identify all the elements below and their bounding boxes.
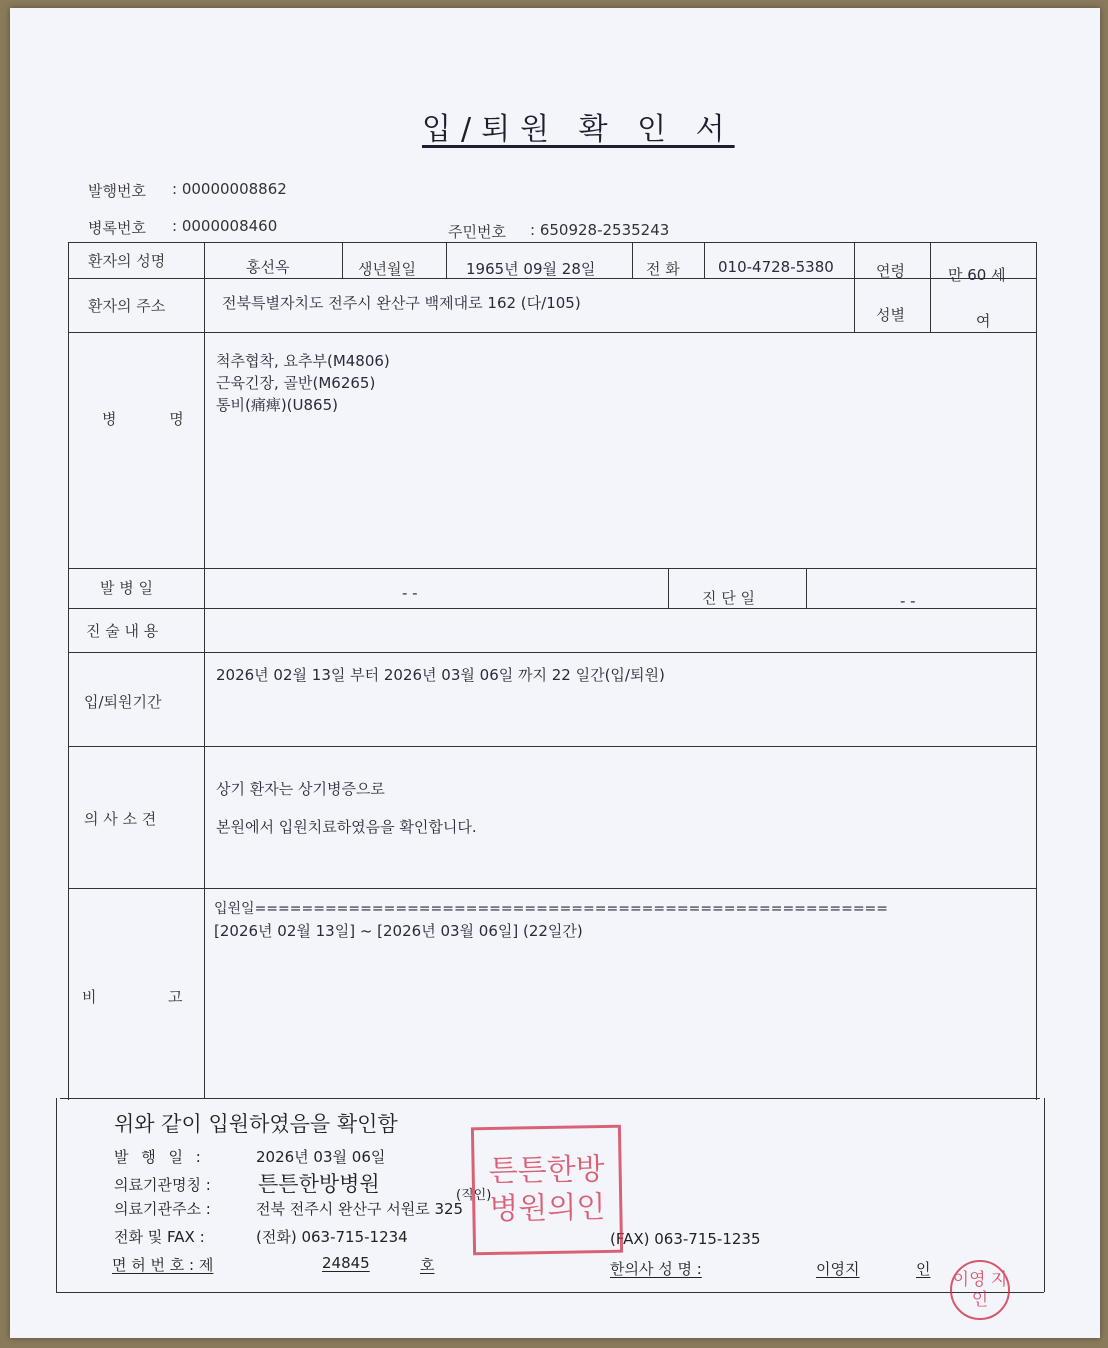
record-number-value: : 0000008460 <box>172 217 278 235</box>
remarks-line-1: 입원일====================================================== <box>214 901 889 917</box>
address-label: 환자의 주소 <box>88 297 166 315</box>
table-top-border <box>68 242 1036 243</box>
issue-date-value: 2026년 03월 06일 <box>256 1148 386 1166</box>
hospital-seal-stamp: 튼튼한방 병원의인 <box>471 1125 623 1256</box>
row-divider-8 <box>60 1098 1040 1099</box>
doctor-seal-mark: 인 <box>916 1260 931 1278</box>
onset-value: - - <box>402 584 418 602</box>
opinion-line-1: 상기 환자는 상기병증으로 <box>216 780 385 798</box>
table-right-border <box>1036 242 1037 1100</box>
onset-label: 발 병 일 <box>100 579 154 597</box>
birth-value: 1965년 09월 28일 <box>466 260 596 278</box>
phone-label: 전 화 <box>646 260 680 278</box>
col-divider-c <box>632 242 633 278</box>
record-number-label: 병록번호 <box>88 219 146 237</box>
period-value: 2026년 02월 13일 부터 2026년 03월 06일 까지 22 일간(입/퇴원) <box>216 666 665 684</box>
tel-fax-label: 전화 및 FAX : <box>114 1228 205 1246</box>
license-suffix: 호 <box>420 1256 435 1274</box>
patient-name: 홍선옥 <box>246 258 290 276</box>
remarks-line-2: [2026년 02월 13일] ~ [2026년 03월 06일] (22일간) <box>214 922 583 940</box>
doctor-name-label: 한의사 성 명 : <box>610 1260 702 1278</box>
row-divider-5 <box>68 652 1036 653</box>
institution-address-label: 의료기관주소 : <box>114 1200 211 1218</box>
col-divider-h <box>806 568 807 608</box>
age-label: 연령 <box>876 262 905 280</box>
disease-item: 척추협착, 요추부(M4806) <box>216 352 390 370</box>
col-divider-e <box>854 242 855 332</box>
row-divider-6 <box>68 746 1036 747</box>
license-label: 면 허 번 호 : 제 <box>112 1256 214 1274</box>
row-divider-3 <box>68 568 1036 569</box>
sex-value: 여 <box>976 312 991 330</box>
doctor-name: 이영지 <box>816 1260 860 1278</box>
col-divider-f <box>930 242 931 332</box>
remarks-label-b: 고 <box>168 988 183 1006</box>
col-divider-a <box>342 242 343 278</box>
col-divider-d <box>704 242 705 278</box>
license-number: 24845 <box>322 1254 370 1272</box>
patient-name-label: 환자의 성명 <box>88 252 166 270</box>
phone-value: 010-4728-5380 <box>718 258 834 276</box>
statement-label: 진 술 내 용 <box>86 622 159 640</box>
diagnosis-date-value: - - <box>900 592 916 610</box>
issue-number-label: 발행번호 <box>88 182 146 200</box>
issue-number-value: : 00000008862 <box>172 180 287 198</box>
birth-label: 생년월일 <box>358 260 416 278</box>
diagnosis-date-label: 진 단 일 <box>702 589 756 607</box>
resident-number-label: 주민번호 <box>448 223 506 241</box>
table-bottom-border <box>56 1292 1044 1293</box>
institution-address: 전북 전주시 완산구 서원로 325 <box>256 1200 464 1218</box>
address-value: 전북특별자치도 전주시 완산구 백제대로 162 (다/105) <box>222 294 581 312</box>
sex-label: 성별 <box>876 306 905 324</box>
disease-item: 통비(痛痺)(U865) <box>216 396 338 414</box>
period-label: 입/퇴원기간 <box>84 693 162 711</box>
doctor-seal-stamp: 이영 지인 <box>950 1260 1010 1320</box>
confirm-statement: 위와 같이 입원하였음을 확인함 <box>114 1112 398 1136</box>
institution-name: 튼튼한방병원 <box>258 1172 380 1196</box>
tel-value: (전화) 063-715-1234 <box>256 1228 408 1246</box>
opinion-line-2: 본원에서 입원치료하였음을 확인합니다. <box>216 818 477 836</box>
row-divider-7 <box>68 888 1036 889</box>
footer-right-border <box>1044 1098 1045 1292</box>
remarks-label-a: 비 <box>82 988 97 1006</box>
age-value: 만 60 세 <box>948 266 1006 284</box>
fax-value: (FAX) 063-715-1235 <box>610 1230 761 1248</box>
col-divider-g <box>668 568 669 608</box>
resident-number-value: : 650928-2535243 <box>530 221 670 239</box>
col-divider-b <box>446 242 447 278</box>
document-title: 입/퇴원 확 인 서 <box>422 112 735 147</box>
issue-date-label: 발 행 일 : <box>114 1148 205 1166</box>
label-column-divider <box>204 242 205 1098</box>
footer-left-border <box>56 1098 57 1292</box>
opinion-label: 의 사 소 견 <box>84 810 157 828</box>
disease-label: 병 명 <box>102 410 208 428</box>
institution-name-label: 의료기관명칭 : <box>114 1176 211 1194</box>
disease-item: 근육긴장, 골반(M6265) <box>216 374 376 392</box>
table-left-border <box>68 242 69 1100</box>
row-divider-4 <box>68 608 1036 609</box>
row-divider-2 <box>68 332 1036 333</box>
official-seal-mark: (직인) <box>456 1188 492 1203</box>
document-page <box>10 8 1100 1338</box>
